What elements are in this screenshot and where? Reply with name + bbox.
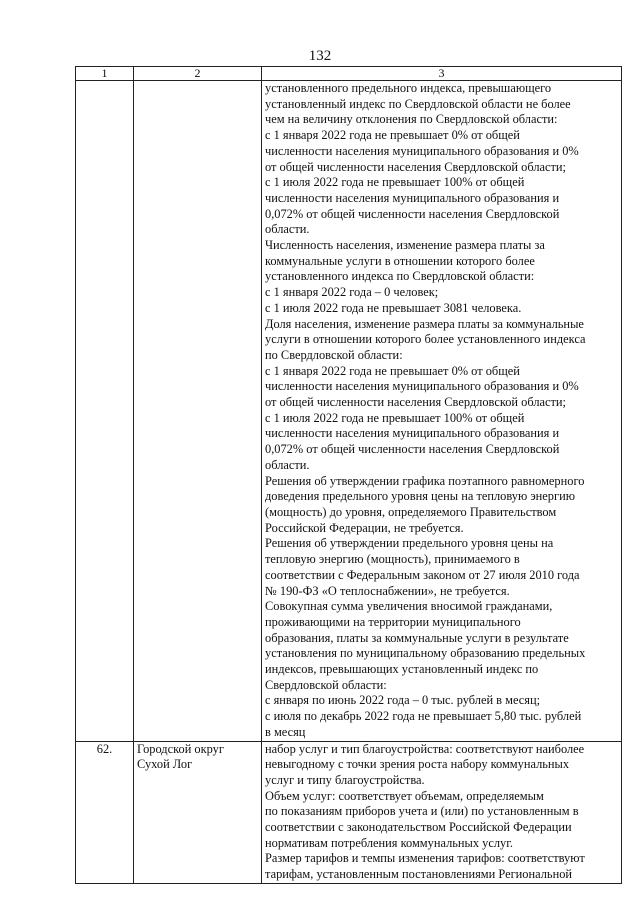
table-header-row xyxy=(76,67,622,81)
description-line: образования, платы за коммунальные услуги в результате xyxy=(265,630,569,645)
row-description xyxy=(262,81,622,742)
description-line: Свердловской области: xyxy=(265,677,387,692)
description-line: Решения об утверждении предельного уровня цены на xyxy=(265,536,554,551)
municipality-name xyxy=(134,741,262,883)
description-line: доведения предельного уровня цены на тепловую энергию xyxy=(265,489,575,504)
description-line: численности населения муниципального образования и 0% xyxy=(265,143,579,158)
header-cell-1: 1 xyxy=(76,67,134,81)
header-cell-3: 3 xyxy=(262,67,622,81)
description-line: по Свердловской области: xyxy=(265,347,403,362)
description-line: с 1 июля 2022 года не превышает 100% от общей xyxy=(265,175,525,190)
description-line: Объем услуг: соответствует объемам, определяемым xyxy=(265,788,544,803)
description-line: № 190-ФЗ «О теплоснабжении», не требуется. xyxy=(265,583,510,598)
table-row xyxy=(76,741,622,883)
description-line: нормативам потребления коммунальных услуг. xyxy=(265,835,514,850)
description-line: установленного индекса по Свердловской области: xyxy=(265,269,535,284)
description-line: численности населения муниципального образования и xyxy=(265,190,560,205)
description-line: соответствии с законодательством Российской Федерации xyxy=(265,820,572,835)
description-line: с июля по декабрь 2022 года не превышает 5,80 тыс. рублей xyxy=(265,709,582,724)
description-line: с 1 июля 2022 года не превышает 100% от общей xyxy=(265,410,525,425)
description-line: услуг и типу благоустройства. xyxy=(265,772,425,787)
description-line: индексов, превышающих установленный индекс по xyxy=(265,662,539,677)
description-line: с 1 января 2022 года не превышает 0% от общей xyxy=(265,128,520,143)
name-line: Городской округ xyxy=(137,741,224,756)
page-number: 132 xyxy=(308,48,332,64)
description-line: в месяц xyxy=(265,724,306,739)
description-line: соответствии с Федеральным законом от 27 июля 2010 года xyxy=(265,567,580,582)
description-line: области. xyxy=(265,457,310,472)
table-row xyxy=(76,81,622,742)
description-line: от общей численности населения Свердловской области; xyxy=(265,159,566,174)
description-line: с 1 июля 2022 года не превышает 3081 человека. xyxy=(265,300,522,315)
municipality-name xyxy=(134,81,262,742)
description-line: установления по муниципальному образованию предельных xyxy=(265,646,586,661)
description-line: Размер тарифов и темпы изменения тарифов: соответствуют xyxy=(265,851,585,866)
description-line: с 1 января 2022 года не превышает 0% от общей xyxy=(265,363,520,378)
description-line: тарифам, установленным постановлениями Региональной xyxy=(265,867,573,882)
name-line: Сухой Лог xyxy=(137,757,193,772)
description-line: Численность населения, изменение размера платы за xyxy=(265,238,545,253)
description-line: набор услуг и тип благоустройства: соответствуют наиболее xyxy=(265,741,585,756)
description-line: 0,072% от общей численности населения Свердловской xyxy=(265,442,560,457)
description-line: установленного предельного индекса, превышающего xyxy=(265,81,552,95)
row-description xyxy=(262,741,622,883)
description-line: Доля населения, изменение размера платы за коммунальные xyxy=(265,316,584,331)
description-line: Решения об утверждении графика поэтапного равномерного xyxy=(265,473,585,488)
document-table xyxy=(75,66,622,884)
description-line: численности населения муниципального образования и 0% xyxy=(265,379,579,394)
description-line: невыгодному с точки зрения роста набору коммунальных xyxy=(265,757,570,772)
header-cell-2: 2 xyxy=(134,67,262,81)
description-line: тепловую энергию (мощность), принимаемого в xyxy=(265,552,520,567)
description-line: численности населения муниципального образования и xyxy=(265,426,560,441)
description-line: (мощность) до уровня, определяемого Правительством xyxy=(265,504,557,519)
row-number: 62. xyxy=(76,741,134,883)
description-line: с 1 января 2022 года – 0 человек; xyxy=(265,285,439,300)
description-line: области. xyxy=(265,222,310,237)
description-line: с января по июнь 2022 года – 0 тыс. рублей в месяц; xyxy=(265,693,541,708)
description-line: проживающими на территории муниципального xyxy=(265,614,521,629)
description-line: услуги в отношении которого более установленного индекса xyxy=(265,332,586,347)
description-line: от общей численности населения Свердловской области; xyxy=(265,395,566,410)
description-line: Совокупная сумма увеличения вносимой гражданами, xyxy=(265,599,553,614)
description-line: Российской Федерации, не требуется. xyxy=(265,520,464,535)
description-line: установленный индекс по Свердловской области не более xyxy=(265,96,571,111)
description-line: 0,072% от общей численности населения Свердловской xyxy=(265,206,560,221)
description-line: чем на величину отклонения по Свердловской области: xyxy=(265,112,558,127)
description-line: по показаниям приборов учета и (или) по установленным в xyxy=(265,804,579,819)
description-line: коммунальные услуги в отношении которого более xyxy=(265,253,535,268)
row-number xyxy=(76,81,134,742)
